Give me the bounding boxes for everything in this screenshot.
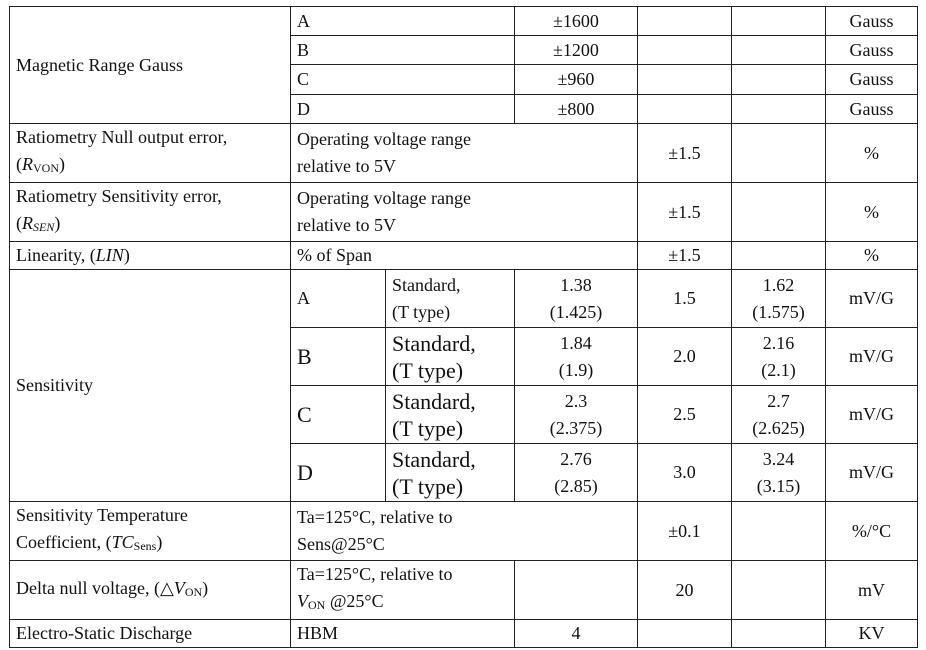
table-row: [10, 242, 918, 270]
empty-cell: [515, 561, 638, 620]
value-cell: ±1600: [515, 7, 638, 36]
table-row: [10, 124, 918, 183]
value-cell: ±1200: [515, 36, 638, 65]
unit-cell: %: [826, 124, 918, 183]
condition-cell: Ta=125°C, relative to Sens@25°C: [291, 502, 638, 561]
param-linearity: Linearity, (LIN): [10, 242, 291, 270]
condition-cell: Standard, (T type): [386, 386, 515, 444]
empty-cell: [732, 242, 826, 270]
param-ratiometry-null: Ratiometry Null output error, (RVON): [10, 124, 291, 183]
param-delta-null: Delta null voltage, (△VON): [10, 561, 291, 620]
unit-cell: %: [826, 183, 918, 242]
typ-cell: 20: [638, 561, 732, 620]
min-cell: 1.38 (1.425): [515, 270, 638, 328]
empty-cell: [732, 124, 826, 183]
value-cell: ±800: [515, 95, 638, 124]
min-cell: 4: [515, 620, 638, 648]
condition-cell: % of Span: [291, 242, 638, 270]
grade-cell: C: [291, 65, 515, 95]
grade-cell: A: [291, 7, 515, 36]
param-temp-coefficient: Sensitivity Temperature Coefficient, (TCSens): [10, 502, 291, 561]
max-cell: 2.16 (2.1): [732, 328, 826, 386]
empty-cell: [732, 95, 826, 124]
empty-cell: [638, 7, 732, 36]
param-ratiometry-sensitivity: Ratiometry Sensitivity error, (RSEN): [10, 183, 291, 242]
condition-cell: HBM: [291, 620, 515, 648]
empty-cell: [638, 95, 732, 124]
typ-cell: ±1.5: [638, 242, 732, 270]
max-cell: 2.7 (2.625): [732, 386, 826, 444]
empty-cell: [732, 561, 826, 620]
unit-cell: mV/G: [826, 386, 918, 444]
min-cell: 1.84 (1.9): [515, 328, 638, 386]
empty-cell: [732, 183, 826, 242]
spec-table: [9, 6, 918, 648]
typ-cell: 3.0: [638, 444, 732, 502]
typ-cell: ±1.5: [638, 124, 732, 183]
empty-cell: [732, 502, 826, 561]
typ-cell: ±1.5: [638, 183, 732, 242]
grade-cell: B: [291, 328, 386, 386]
empty-cell: [638, 65, 732, 95]
grade-cell: C: [291, 386, 386, 444]
grade-cell: A: [291, 270, 386, 328]
unit-cell: Gauss: [826, 7, 918, 36]
empty-cell: [732, 36, 826, 65]
typ-cell: ±0.1: [638, 502, 732, 561]
unit-cell: KV: [826, 620, 918, 648]
unit-cell: mV/G: [826, 444, 918, 502]
grade-cell: B: [291, 36, 515, 65]
condition-cell: Operating voltage range relative to 5V: [291, 183, 638, 242]
param-sensitivity: Sensitivity: [10, 270, 291, 502]
unit-cell: Gauss: [826, 65, 918, 95]
empty-cell: [732, 620, 826, 648]
typ-cell: 2.0: [638, 328, 732, 386]
typ-cell: 1.5: [638, 270, 732, 328]
empty-cell: [638, 620, 732, 648]
typ-cell: 2.5: [638, 386, 732, 444]
table-row: [10, 561, 918, 620]
grade-cell: D: [291, 444, 386, 502]
table-row: [10, 270, 918, 328]
min-cell: 2.76 (2.85): [515, 444, 638, 502]
unit-cell: Gauss: [826, 36, 918, 65]
empty-cell: [638, 36, 732, 65]
table-row: [10, 7, 918, 36]
condition-cell: Standard, (T type): [386, 270, 515, 328]
condition-cell: Ta=125°C, relative to VON @25°C: [291, 561, 515, 620]
param-magnetic-range: Magnetic Range Gauss: [10, 7, 291, 124]
empty-cell: [732, 65, 826, 95]
table-row: [10, 183, 918, 242]
unit-cell: mV: [826, 561, 918, 620]
grade-cell: D: [291, 95, 515, 124]
unit-cell: Gauss: [826, 95, 918, 124]
empty-cell: [732, 7, 826, 36]
value-cell: ±960: [515, 65, 638, 95]
max-cell: 1.62 (1.575): [732, 270, 826, 328]
table-row: [10, 620, 918, 648]
condition-cell: Operating voltage range relative to 5V: [291, 124, 638, 183]
unit-cell: mV/G: [826, 270, 918, 328]
condition-cell: Standard, (T type): [386, 444, 515, 502]
max-cell: 3.24 (3.15): [732, 444, 826, 502]
condition-cell: Standard, (T type): [386, 328, 515, 386]
table-row: [10, 502, 918, 561]
unit-cell: %: [826, 242, 918, 270]
unit-cell: %/°C: [826, 502, 918, 561]
param-esd: Electro-Static Discharge: [10, 620, 291, 648]
min-cell: 2.3 (2.375): [515, 386, 638, 444]
unit-cell: mV/G: [826, 328, 918, 386]
